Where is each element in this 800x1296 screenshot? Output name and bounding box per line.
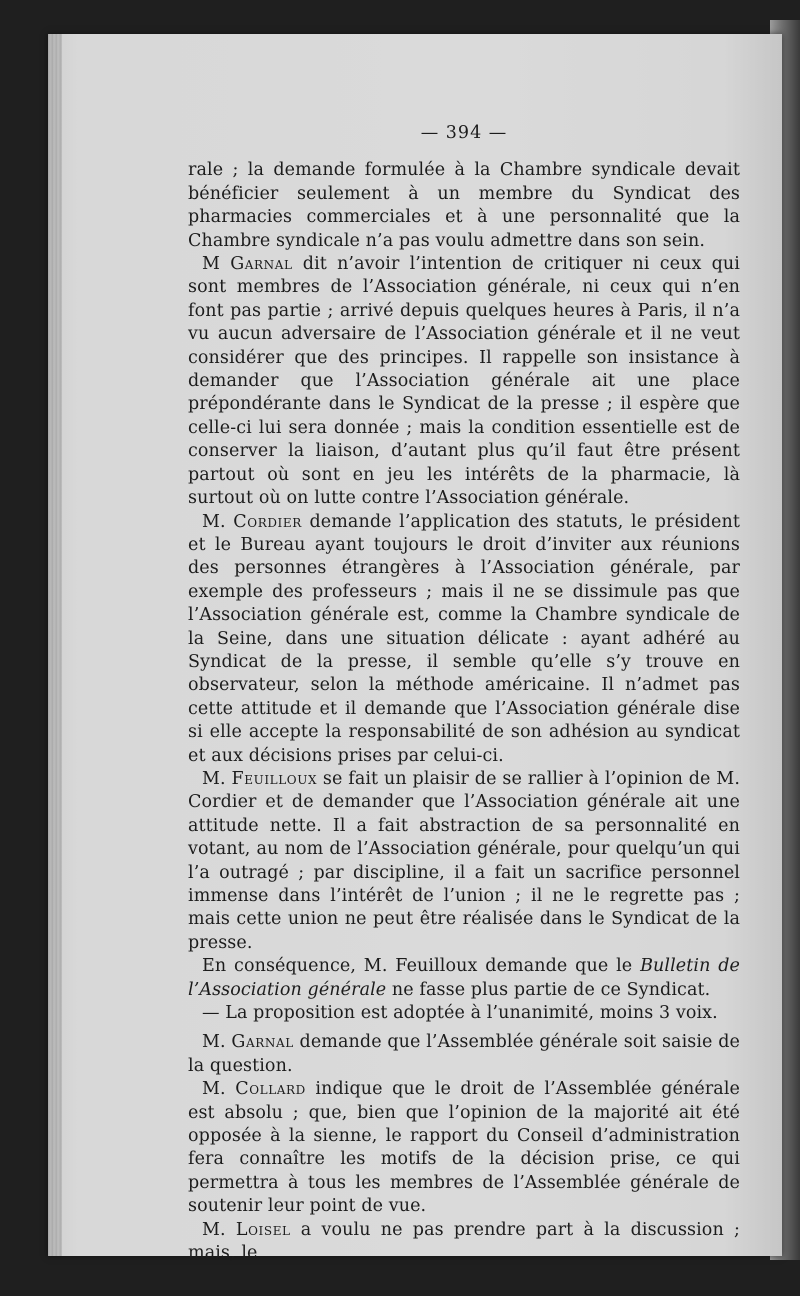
paragraph-4 [188,768,740,955]
paragraph-text: M [202,254,231,275]
publication-title: Bulletin de l’Association générale [188,956,741,1000]
paragraph-9 [188,1219,740,1266]
speaker-name: Loisel [235,1219,291,1240]
paragraph-6 [188,1002,740,1025]
paragraph-text: rale ; la demande formulée à la Chambre syndicale devait bénéficier seulement à un membre du Syndicat des pharmacies commerciales et à une personnalité que la Chambre syndicale n’a pas voulu admettre dans son sein. [188,160,740,251]
paragraph-3 [188,511,740,768]
speaker-name: Collard [235,1079,306,1100]
speaker-name: Garnal [230,254,293,275]
paragraph-text: M. [202,1032,232,1053]
page-number: — 394 — [420,123,508,143]
paragraph-text: indique que le droit de l’Assemblée générale est absolu ; que, bien que l’opinion de la majorité ait été opposée à la sienne, le rapport du Conseil d’administration fera connaître les motifs de la décision prise, ce qui permettra à tous les membres de l’Assemblée générale de soutenir leur point de vue. [188,1079,740,1217]
paragraph-text: demande l’application des statuts, le président et le Bureau ayant toujours le droit d’inviter aux réunions des personnes étrangères à l’Association générale, par exemple des professeurs ; mais il ne se dissimule pas que l’Association générale est, comme la Chambre syndicale de la Seine, dans une situation délicate : ayant adhéré au Syndicat de la presse, il semble qu’elle s’y trouve en observateur, selon la méthode américaine. Il n’admet pas cette attitude et il demande que l’Association générale dise si elle accepte la responsabilité de son adhésion au syndicat et aux décisions prises par celui-ci. [188,511,740,766]
paragraph-text: ne fasse plus partie de ce Syndicat. [386,979,711,1000]
paragraph-2 [188,253,740,510]
paragraph-text: En conséquence, M. Feuilloux demande que le [202,956,641,977]
text-block [188,122,740,1266]
paragraph-text: demande que l’Assemblée générale soit saisie de la question. [188,1032,740,1076]
speaker-name: Garnal [231,1032,294,1053]
paragraph-text: M. [202,511,234,532]
paragraph-1 [188,159,740,253]
paragraph-text: se fait un plaisir de se rallier à l’opinion de M. Cordier et de demander que l’Association générale ait une attitude nette. Il a fait abstraction de sa personnalité en votant, au nom de l’Association générale, pour quelqu’un qui l’a outragé ; par discipline, il a fait un sacrifice personnel immense dans l’intérêt de l’union ; il ne le regrette pas ; mais cette union ne peut être réalisée dans le Syndicat de la presse. [188,768,740,953]
paragraph-text: a voulu ne pas prendre part à la discussion ; mais, le [188,1219,740,1264]
paragraph-text: dit n’avoir l’intention de critiquer ni ceux qui sont membres de l’Association générale, ni ceux qui n’en font pas partie ; arrivé depuis quelques heures à Paris, il n’a vu aucun adversaire de l’Association générale et il ne veut considérer que des principes. Il rappelle son insistance à demander que l’Association générale ait une place prépondérante dans le Syndicat de la presse ; il espère que celle-ci lui sera donnée ; mais la condition essentielle est de conserver la liaison, d’autant plus qu’il faut être présent partout où sont en jeu les intérêts de la pharmacie, là surtout où on lutte contre l’Association générale. [188,254,740,509]
paragraph-text: — La proposition est adoptée à l’unanimité, moins 3 voix. [202,1003,718,1024]
speaker-name: Feuilloux [231,768,318,789]
paragraph-text: M. [202,1079,236,1100]
paragraph-7 [188,1031,740,1078]
paragraph-text: M. [202,1219,236,1240]
paragraph-5 [188,955,740,1002]
page-binding-edge [48,34,62,1256]
paragraph-text: M. [202,768,232,789]
speaker-name: Cordier [233,511,302,532]
paragraph-8 [188,1078,740,1218]
